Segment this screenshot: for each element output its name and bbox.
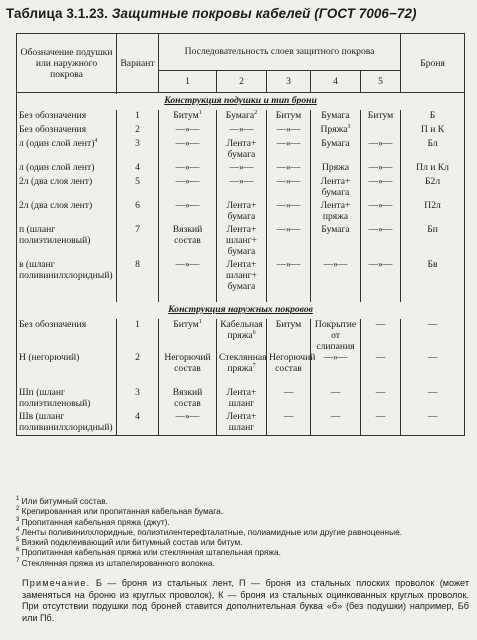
layer-cell — [267, 110, 311, 124]
layer-cell — [159, 411, 217, 436]
layer-cell — [267, 224, 311, 259]
variant-cell: 6 — [117, 200, 159, 224]
cell-text: —»— — [276, 176, 301, 187]
footnote-item — [16, 496, 471, 506]
cell-text: —»— — [276, 138, 301, 149]
cell-text: Пряжа — [321, 162, 350, 173]
layer-cell — [159, 224, 217, 259]
layer-cell — [361, 352, 401, 387]
cell-text: —»— — [276, 124, 301, 135]
cell-text: —»— — [175, 200, 200, 211]
variant-cell: 1 — [117, 110, 159, 124]
section-header-row — [17, 302, 465, 319]
table-row — [17, 352, 465, 387]
cell-text: —»— — [175, 259, 200, 270]
cell-text: —»— — [368, 259, 393, 270]
armor-cell: — — [401, 319, 465, 352]
header-sequence: Последовательность слоев защитного покрова — [159, 34, 401, 71]
cell-text: Бумага — [321, 224, 350, 235]
cell-text: Негорючий состав — [269, 352, 316, 374]
footnote-item — [16, 547, 471, 557]
armor-cell: Б — [401, 110, 465, 124]
layer-cell — [217, 176, 267, 200]
section-title-cell — [17, 302, 465, 319]
layer-number: 2 — [217, 70, 267, 92]
section-header-row — [17, 93, 465, 111]
variant-cell: 4 — [117, 162, 159, 176]
layer-cell — [311, 411, 361, 436]
cell-text: Лента+ бумага — [226, 200, 257, 222]
layer-cell — [217, 259, 267, 302]
layer-cell — [361, 176, 401, 200]
cell-text: Битум — [367, 110, 394, 121]
cell-text: —»— — [175, 176, 200, 187]
table-row — [17, 110, 465, 124]
cell-text: Бумага — [225, 110, 255, 121]
cell-text: —»— — [368, 200, 393, 211]
layer-cell — [217, 138, 267, 162]
layer-cell — [361, 200, 401, 224]
footnote-number: 6 — [16, 547, 20, 554]
layer-cell — [311, 124, 361, 138]
footnote-text: Пропитанная кабельная пряжа (джут). — [21, 516, 170, 527]
footnote-number: 2 — [16, 506, 20, 513]
variant-cell: 8 — [117, 259, 159, 302]
designation-cell — [17, 224, 117, 259]
footnote-text: Вязкий подклеивающий или битумный состав или битум. — [21, 537, 243, 548]
layer-cell — [217, 319, 267, 352]
footnote-text: Крепированная или пропитанная кабельная бумага. — [21, 506, 224, 517]
layer-cell — [267, 411, 311, 436]
layer-cell — [267, 138, 311, 162]
layer-cell — [217, 124, 267, 138]
layer-cell — [267, 259, 311, 302]
variant-cell: 1 — [117, 319, 159, 352]
footnote-item — [16, 558, 471, 568]
cell-text: — — [375, 387, 386, 398]
layer-cell — [267, 176, 311, 200]
cell-text: —»— — [276, 259, 301, 270]
cell-text: —»— — [276, 200, 301, 211]
cell-text: — — [330, 411, 341, 422]
header-variant: Вариант — [117, 34, 159, 93]
footnote-item — [16, 537, 471, 547]
cell-text: Без обозначения — [19, 124, 87, 135]
designation-cell — [17, 176, 117, 200]
layer-cell — [159, 352, 217, 387]
table-caption: Защитные покровы кабелей (ГОСТ 7006−72) — [111, 6, 417, 21]
table-row — [17, 259, 465, 302]
layer-cell — [267, 162, 311, 176]
layer-cell — [159, 124, 217, 138]
cell-text: Лента+ бумага — [226, 138, 257, 160]
variant-cell: 7 — [117, 224, 159, 259]
table-row — [17, 162, 465, 176]
footnote-item — [16, 527, 471, 537]
cell-text: л (один слой лент) — [19, 162, 95, 173]
table-row — [17, 411, 465, 436]
cable-covers-table — [16, 33, 465, 436]
table-row — [17, 387, 465, 411]
designation-cell — [17, 411, 117, 436]
footnote-ref: 7 — [252, 362, 256, 369]
table-row — [17, 138, 465, 162]
designation-cell — [17, 352, 117, 387]
table-title — [6, 6, 474, 21]
layer-cell — [311, 176, 361, 200]
layer-cell — [311, 319, 361, 352]
armor-cell: П и К — [401, 124, 465, 138]
layer-cell — [361, 162, 401, 176]
cell-text: Шв (шланг поливинилхлоридный) — [19, 411, 113, 433]
cell-text: —»— — [276, 224, 301, 235]
footnote-ref: 6 — [252, 329, 256, 336]
layer-cell — [217, 387, 267, 411]
layer-cell — [361, 224, 401, 259]
footnote-item — [16, 517, 471, 527]
cell-text: Лента+ шланг — [226, 411, 257, 433]
cell-text: Битум — [173, 110, 199, 121]
cell-text: п (шланг полиэтиленовый) — [19, 224, 91, 246]
table-row — [17, 124, 465, 138]
cell-text: л (один слой лент) — [19, 138, 95, 149]
layer-number: 4 — [311, 70, 361, 92]
footnote-number: 1 — [16, 496, 20, 503]
cell-text: —»— — [368, 138, 393, 149]
cell-text: Бумага — [321, 138, 350, 149]
cell-text: 2л (два слоя лент) — [19, 200, 93, 211]
layer-cell — [159, 176, 217, 200]
variant-cell: 3 — [117, 138, 159, 162]
layer-cell — [159, 162, 217, 176]
cell-text: — — [375, 411, 386, 422]
cell-text: Лента+ пряжа — [320, 200, 351, 222]
layer-cell — [311, 387, 361, 411]
cell-text: — — [375, 319, 386, 330]
variant-cell: 2 — [117, 124, 159, 138]
layer-number: 1 — [159, 70, 217, 92]
cell-text: Лента+ шланг+ бумага — [226, 259, 257, 292]
cell-text: в (шланг поливинилхлоридный) — [19, 259, 113, 281]
layer-cell — [267, 319, 311, 352]
cell-text: —»— — [229, 176, 254, 187]
table-row — [17, 224, 465, 259]
layer-cell — [311, 162, 361, 176]
layer-cell — [217, 162, 267, 176]
layer-cell — [217, 411, 267, 436]
cell-text: —»— — [368, 162, 393, 173]
cell-text: — — [283, 411, 294, 422]
section-title-cell — [17, 93, 465, 111]
cell-text: Шп (шланг полиэтиленовый) — [19, 387, 91, 409]
designation-cell — [17, 138, 117, 162]
cell-text: Стеклянная пряжа — [219, 352, 267, 374]
cell-text: —»— — [229, 124, 254, 135]
layer-cell — [311, 200, 361, 224]
section-title: Конструкция подушки и тип брони — [164, 95, 317, 106]
layer-cell — [159, 387, 217, 411]
cell-text: Н (негорючий) — [19, 352, 80, 363]
layer-cell — [267, 200, 311, 224]
layer-cell — [217, 110, 267, 124]
layer-cell — [267, 124, 311, 138]
variant-cell: 3 — [117, 387, 159, 411]
footnote-text: Пропитанная кабельная пряжа или стеклянная штапельная пряжа. — [21, 547, 281, 558]
cell-text: Битум — [275, 110, 302, 121]
layer-cell — [159, 319, 217, 352]
designation-cell — [17, 387, 117, 411]
cell-text: Покрытие от слипания — [314, 319, 357, 352]
layer-cell — [361, 319, 401, 352]
cell-text: —»— — [175, 124, 200, 135]
layer-cell — [267, 387, 311, 411]
variant-cell: 2 — [117, 352, 159, 387]
layer-cell — [361, 110, 401, 124]
note-text: Б — броня из стальных лент, П — броня из стальных плоских проволок (может заменяться на броню из круглых проволок), К — броня из стальных оцинкованных круглых проволок. При отсутствии подушки под броней ставится дополнительная буква «б» (без подушки) например, Бб или Пб. — [22, 578, 469, 623]
footnote-number: 4 — [16, 527, 20, 534]
footnotes — [16, 496, 471, 568]
layer-cell — [311, 352, 361, 387]
cell-text: Негорючий состав — [164, 352, 211, 374]
footnote-number: 3 — [16, 516, 20, 523]
layer-cell — [159, 110, 217, 124]
armor-cell: П2л — [401, 200, 465, 224]
cell-text: Лента+ шланг — [226, 387, 257, 409]
cell-text: Без обозначения — [19, 110, 87, 121]
armor-cell: Бв — [401, 259, 465, 302]
cell-text: —»— — [323, 259, 348, 270]
cell-text: — — [330, 387, 341, 398]
layer-number: 5 — [361, 70, 401, 92]
footnote-ref: 1 — [198, 318, 202, 325]
layer-cell — [311, 259, 361, 302]
layer-cell — [217, 352, 267, 387]
header-armor: Броня — [401, 34, 465, 93]
layer-cell — [159, 138, 217, 162]
footnote-ref: 2 — [254, 109, 258, 116]
layer-cell — [217, 224, 267, 259]
layer-cell — [311, 110, 361, 124]
designation-cell — [17, 124, 117, 138]
table-row — [17, 200, 465, 224]
layer-cell — [311, 224, 361, 259]
layer-cell — [361, 259, 401, 302]
cell-text: —»— — [175, 162, 200, 173]
footnote-ref: 1 — [198, 109, 202, 116]
footnote-ref: 3 — [347, 123, 351, 130]
cell-text: Битум — [275, 319, 302, 330]
cell-text: Лента+ бумага — [320, 176, 351, 198]
armor-cell: — — [401, 411, 465, 436]
layer-cell — [159, 259, 217, 302]
designation-cell — [17, 259, 117, 302]
layer-number: 3 — [267, 70, 311, 92]
footnote-number: 7 — [16, 558, 20, 565]
layer-cell — [361, 124, 401, 138]
cell-text: — — [375, 352, 386, 363]
layer-cell — [361, 411, 401, 436]
footnote-text: Стеклянная пряжа из штапелированного волокна. — [21, 557, 215, 568]
cell-text: — — [283, 387, 294, 398]
layer-cell — [217, 200, 267, 224]
armor-cell: Пл и Кл — [401, 162, 465, 176]
variant-cell: 4 — [117, 411, 159, 436]
cell-text: Кабельная пряжа — [220, 319, 263, 341]
cell-text: Бумага — [321, 110, 350, 121]
cell-text: —»— — [175, 138, 200, 149]
cell-text: 2л (два слоя лент) — [19, 176, 93, 187]
footnote-text: Или битумный состав. — [21, 496, 108, 506]
cell-text: Битум — [173, 319, 199, 330]
cell-text: Без обозначения — [19, 319, 87, 330]
cell-text: Вязкий состав — [172, 224, 203, 246]
cell-text: Лента+ шланг+ бумага — [226, 224, 257, 257]
designation-cell — [17, 319, 117, 352]
designation-cell — [17, 200, 117, 224]
armor-cell: — — [401, 387, 465, 411]
header-designation: Обозначение подушки или наружного покрова — [17, 34, 117, 93]
table-row — [17, 319, 465, 352]
layer-cell — [361, 387, 401, 411]
cell-text: —»— — [175, 411, 200, 422]
variant-cell: 5 — [117, 176, 159, 200]
footnote-item — [16, 506, 471, 516]
designation-cell — [17, 162, 117, 176]
cell-text: —»— — [229, 162, 254, 173]
footnote-ref: 4 — [94, 137, 98, 144]
table-note — [22, 578, 469, 624]
cell-text: —»— — [368, 224, 393, 235]
designation-cell — [17, 110, 117, 124]
layer-cell — [267, 352, 316, 387]
cell-text: —»— — [368, 176, 393, 187]
cell-text: Вязкий состав — [172, 387, 203, 409]
table-row — [17, 176, 465, 200]
section-title: Конструкция наружных покровов — [168, 304, 313, 315]
table-number: Таблица 3.1.23. — [6, 6, 108, 21]
armor-cell: Бл — [401, 138, 465, 162]
cell-text: Пряжа — [320, 124, 348, 135]
armor-cell: Б2л — [401, 176, 465, 200]
armor-cell: Бп — [401, 224, 465, 259]
armor-cell: — — [401, 352, 465, 387]
footnote-number: 5 — [16, 537, 20, 544]
layer-cell — [159, 200, 217, 224]
cell-text: —»— — [276, 162, 301, 173]
layer-cell — [311, 138, 361, 162]
note-label: Примечание. — [22, 578, 91, 588]
cell-text: —»— — [323, 352, 348, 363]
layer-cell — [361, 138, 401, 162]
footnote-text: Ленты поливинилхлоридные, полиэтилентерефталатные, полиамидные или другие равноценные. — [21, 526, 403, 537]
